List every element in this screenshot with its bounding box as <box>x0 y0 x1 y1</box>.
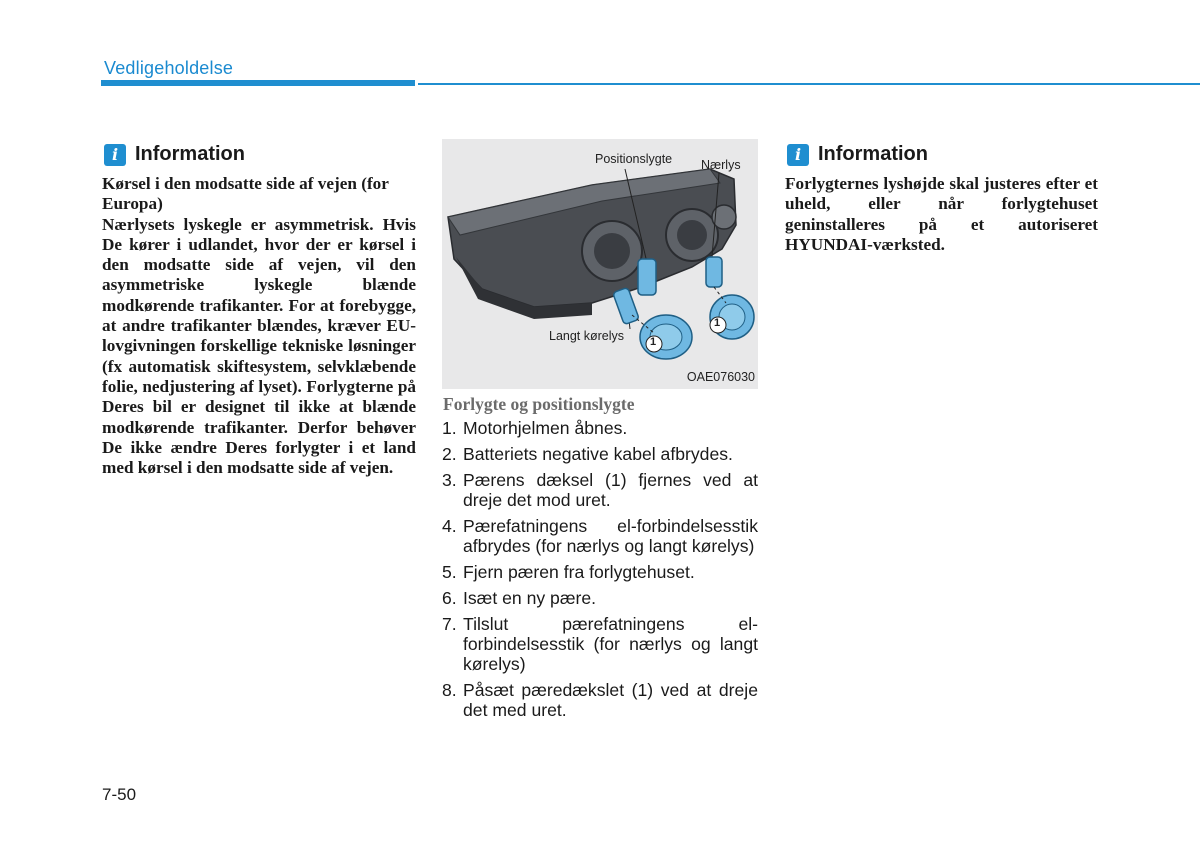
left-info-heading <box>104 143 245 166</box>
header-bar <box>101 80 415 86</box>
headlamp-figure <box>442 139 758 389</box>
label-low-beam: Nærlys <box>701 158 741 172</box>
list-item: 3. Pærens dæksel (1) fjernes ved at dreje det mod uret. <box>442 470 758 510</box>
label-high-beam: Langt kørelys <box>549 329 625 343</box>
right-info-heading <box>787 143 928 166</box>
list-item: 2. Batteriets negative kabel afbrydes. <box>442 444 733 464</box>
right-info-body <box>785 174 1098 255</box>
right-info-title: Information <box>818 143 928 165</box>
info-icon: i <box>787 144 809 166</box>
right-info-text: Forlygternes lyshøjde skal justeres efter et uheld, eller når forlygtehuset geninstalleres på et autoriseret HYUNDAI-værksted. <box>785 174 1098 254</box>
left-info-subtitle: Kørsel i den modsatte side af vejen (for Europa) <box>102 174 389 214</box>
section-title: Vedligeholdelse <box>104 58 234 78</box>
callout-number: 1 <box>714 317 721 329</box>
list-item: 6. Isæt en ny pære. <box>442 588 596 608</box>
list-item: 5. Fjern pæren fra forlygtehuset. <box>442 562 695 582</box>
callout-number: 1 <box>650 336 657 348</box>
figure-caption: Forlygte og positionslygte <box>443 394 635 414</box>
left-info-text: Nærlysets lyskegle er asymmetrisk. Hvis De kører i udlandet, hvor der er kørsel i den modsatte side af vejen, vil den asymmetriske lyskegle blænde modkørende trafikanter. For at forebygge, at andre trafikanter blændes, kræver EU-lovgivningen forskellige tekniske løsninger (fx automatisk skiftesystem, selvklæbende folie, nedjustering af lyset). Forlygterne på Deres bil er designet til ikke at blænde modkørende trafikanter. Derfor behøver De ikke ændre Deres forlygter i et land med kørsel i den modsatte side af vejen. <box>102 214 416 478</box>
list-item: 1. Motorhjelmen åbnes. <box>442 418 628 438</box>
info-icon: i <box>104 144 126 166</box>
label-position-lamp: Positionslygte <box>595 152 673 166</box>
page-number: 7-50 <box>102 785 137 804</box>
left-info-body <box>102 174 416 478</box>
list-item: 8. Påsæt pæredækslet (1) ved at dreje det med uret. <box>442 680 758 720</box>
steps-list <box>442 418 758 726</box>
left-info-title: Information <box>135 143 245 165</box>
headlamp-illustration <box>442 139 758 389</box>
header-rule <box>418 83 1200 85</box>
figure-code: OAE076030 <box>686 370 755 384</box>
list-item: 7. Tilslut pærefatningens el-forbindelsesstik (for nærlys og langt kørelys) <box>442 614 758 674</box>
list-item: 4. Pærefatningens el-forbindelsesstik afbrydes (for nærlys og langt kørelys) <box>442 516 758 556</box>
